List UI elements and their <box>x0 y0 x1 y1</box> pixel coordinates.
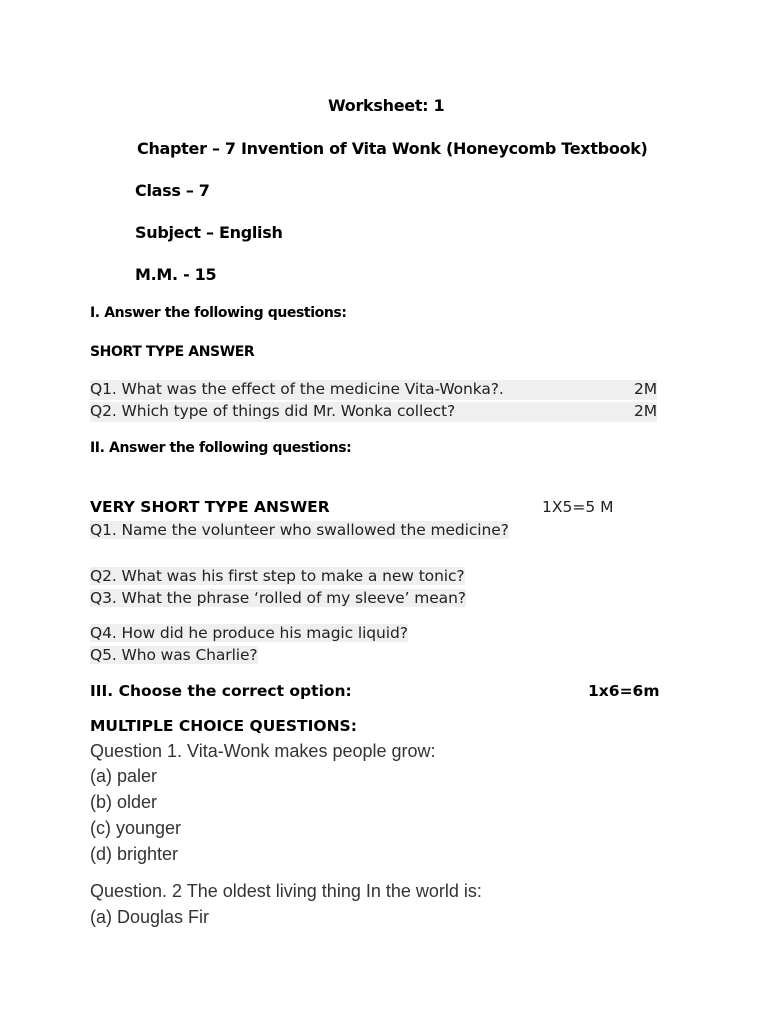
subject-line: Subject – English <box>135 223 283 242</box>
mcq-question-2: Question. 2 The oldest living thing In the world is: <box>90 881 482 901</box>
section3-marks: 1x6=6m <box>588 682 660 700</box>
section1-question-1-marks: 2M <box>633 380 657 398</box>
section2-question-5: Q5. Who was Charlie? <box>90 646 258 664</box>
mcq-question-2-option-a: (a) Douglas Fir <box>90 907 210 927</box>
mcq-question-1-option-d: (d) brighter <box>90 844 179 864</box>
section2-question-3: Q3. What the phrase ‘rolled of my sleeve’ mean? <box>90 589 466 607</box>
section1-heading: I. Answer the following questions: <box>90 305 347 321</box>
section1-question-2: Q2. Which type of things did Mr. Wonka collect? <box>90 402 481 422</box>
chapter-title: Chapter – 7 Invention of Vita Wonk (Honeycomb Textbook) <box>137 139 648 158</box>
section1-question-2-marks: 2M <box>633 402 657 420</box>
section1-question-1: Q1. What was the effect of the medicine Vita-Wonka?. <box>90 380 536 400</box>
section1-question-1-marks-cell <box>536 380 657 400</box>
section2-heading: II. Answer the following questions: <box>90 440 352 456</box>
section2-question-2: Q2. What was his first step to make a new tonic? <box>90 567 465 585</box>
class-line: Class – 7 <box>135 181 210 200</box>
worksheet-title: Worksheet: 1 <box>328 96 445 115</box>
mcq-question-1: Question 1. Vita-Wonk makes people grow: <box>90 741 436 761</box>
section1-question-2-marks-cell <box>481 402 657 422</box>
mcq-question-1-option-a: (a) paler <box>90 766 158 786</box>
section2-marks: 1X5=5 M <box>542 498 614 516</box>
mcq-question-1-option-c: (c) younger <box>90 818 182 838</box>
section1-subheading: SHORT TYPE ANSWER <box>90 344 255 360</box>
section3-subheading: MULTIPLE CHOICE QUESTIONS: <box>90 717 357 735</box>
section3-heading: III. Choose the correct option: <box>90 682 352 700</box>
section2-question-4: Q4. How did he produce his magic liquid? <box>90 624 408 642</box>
section2-question-1: Q1. Name the volunteer who swallowed the medicine? <box>90 521 509 539</box>
max-marks-line: M.M. - 15 <box>135 265 217 284</box>
mcq-question-1-option-b: (b) older <box>90 792 158 812</box>
section2-subheading: VERY SHORT TYPE ANSWER <box>90 498 330 516</box>
